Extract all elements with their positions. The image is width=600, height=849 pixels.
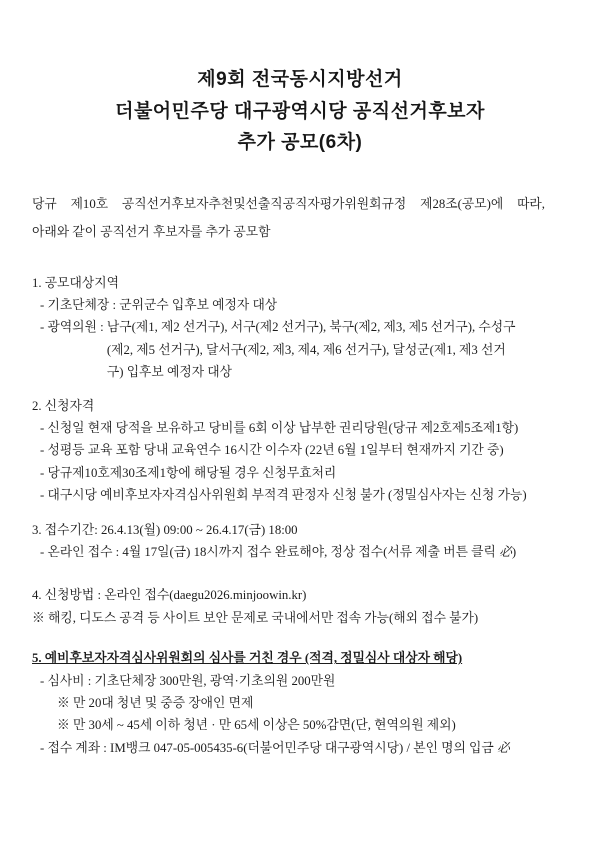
screening-fee-item: - 심사비 : 기초단체장 300만원, 광역·기초의원 200만원 [40,673,336,688]
section-target-areas [32,272,545,384]
section-1-heading: 1. 공모대상지역 [32,275,119,290]
fee-exemption-note: ※ 만 20대 청년 및 중증 장애인 면제 [57,696,254,710]
metro-council-districts [107,316,545,383]
eligibility-item: - 성평등 교육 포함 당내 교육연수 16시간 이수자 (22년 6월 1일부터 현재까지 기간 중) [40,443,504,458]
intro-line-2: 아래와 같이 공직선거 후보자를 추가 공모함 [32,224,271,239]
security-note: ※ 해킹, 디도스 공격 등 사이트 보안 문제로 국내에서만 접속 가능(해외 접수 불가) [32,610,479,625]
district-line: 남구(제1, 제2 선거구), 서구(제2 선거구), 북구(제2, 제3, 제5 선거구), 수성구 [106,320,516,335]
section-screening [32,647,545,759]
section-3-heading: 3. 접수기간: 26.4.13(월) 09:00 ~ 26.4.17(금) 18:00 [32,522,298,537]
district-line: 구) 입후보 예정자 대상 [106,365,232,380]
basic-mayor-item: - 기초단체장 : 군위군수 입후보 예정자 대상 [40,297,278,312]
eligibility-item: - 당규제10호제30조제1항에 해당될 경우 신청무효처리 [40,465,337,480]
title-line-election: 제9회 전국동시지방선거 [197,69,403,90]
must-mark: 必 [496,740,510,755]
online-deadline-suffix: ) [511,544,517,559]
title-line-round: 추가 공모(6차) [237,132,363,153]
must-mark: 必 [499,544,512,559]
section-application-period [32,519,545,564]
online-deadline-item [32,541,545,563]
eligibility-item: - 신청일 현재 당적을 보유하고 당비를 6회 이상 납부한 권리당원(당규 제2호제5조제1항) [40,420,519,435]
intro-line-1: 당규 제10호 공직선거후보자추천및선출직공직자평가위원회규정 제28조(공모)에 따라, [32,196,545,211]
metro-council-item [32,316,545,383]
title-line-party: 더불어민주당 대구광역시당 공직선거후보자 [115,100,485,122]
section-application-method [32,584,545,629]
section-eligibility [32,395,545,507]
fee-reduction-note: ※ 만 30세 ~ 45세 이하 청년 · 만 65세 이상은 50%감면(단, 현역의원 제외) [57,718,456,733]
bank-account-text: - 접수 계좌 : IM뱅크 047-05-005435-6(더불어민주당 대구광역시당) / 본인 명의 입금 [40,740,497,755]
section-4-heading: 4. 신청방법 : 온라인 접수(daegu2026.minjoowin.kr) [32,588,307,603]
online-deadline-text: - 온라인 접수 : 4월 17일(금) 18시까지 접수 완료해야, 정상 접수(서류 제출 버튼 클릭 [40,544,500,559]
section-2-heading: 2. 신청자격 [32,398,95,413]
bank-account-item [32,737,545,759]
eligibility-item: - 대구시당 예비후보자자격심사위원회 부적격 판정자 신청 불가 (정밀심사자는 신청 가능) [40,488,527,503]
metro-council-label: - 광역의원 : [40,320,107,335]
document-title [32,64,568,159]
section-5-heading: 5. 예비후보자자격심사위원회의 심사를 거친 경우 (적격, 정밀심사 대상자 해당) [32,651,463,666]
intro-paragraph [32,190,545,246]
district-line: (제2, 제5 선거구), 달서구(제2, 제3, 제4, 제6 선거구), 달성군(제1, 제3 선거 [106,342,506,357]
